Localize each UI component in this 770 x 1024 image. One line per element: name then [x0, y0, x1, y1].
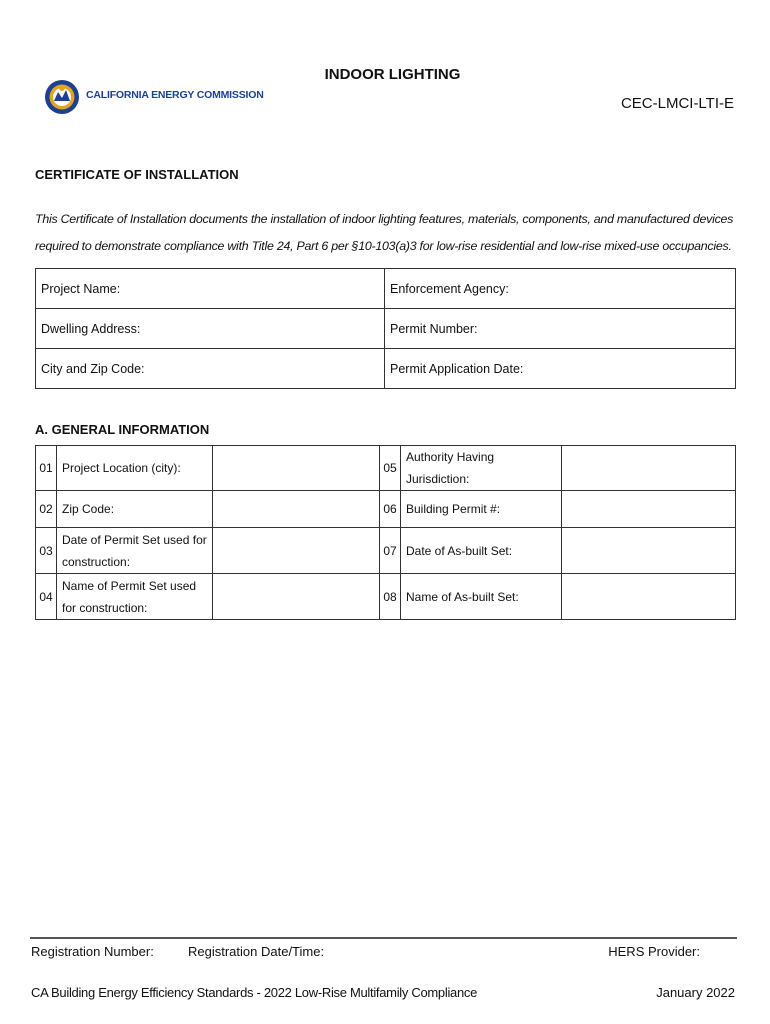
- row-label: Authority Having Jurisdiction:: [401, 446, 562, 491]
- table-row: [36, 574, 736, 620]
- form-title: INDOOR LIGHTING: [324, 66, 461, 83]
- row-number: 08: [380, 574, 401, 620]
- row-label: Project Location (city):: [57, 446, 213, 491]
- form-code: CEC-LMCI-LTI-E: [620, 95, 734, 112]
- row-number: 01: [36, 446, 57, 491]
- section-a-heading: A. GENERAL INFORMATION: [35, 422, 210, 437]
- row-label: Zip Code:: [57, 491, 213, 528]
- footer-date: January 2022: [656, 985, 735, 1000]
- table-row: [36, 491, 736, 528]
- row-number: 06: [380, 491, 401, 528]
- building-permit-input[interactable]: [562, 491, 736, 528]
- row-number: 04: [36, 574, 57, 620]
- row-label: Name of As-built Set:: [401, 574, 562, 620]
- row-label: Date of Permit Set used for construction:: [57, 528, 213, 574]
- table-row: [36, 349, 736, 389]
- enforcement-agency-field[interactable]: Enforcement Agency:: [385, 269, 736, 309]
- footer-divider: [30, 937, 737, 939]
- general-information-table: [35, 445, 736, 620]
- table-row: [36, 269, 736, 309]
- row-number: 03: [36, 528, 57, 574]
- project-location-input[interactable]: [213, 446, 380, 491]
- row-number: 05: [380, 446, 401, 491]
- authority-jurisdiction-input[interactable]: [562, 446, 736, 491]
- city-zip-field[interactable]: City and Zip Code:: [36, 349, 385, 389]
- table-row: [36, 446, 736, 491]
- certificate-heading: CERTIFICATE OF INSTALLATION: [35, 167, 239, 182]
- table-row: [36, 309, 736, 349]
- as-built-name-input[interactable]: [562, 574, 736, 620]
- dwelling-address-field[interactable]: Dwelling Address:: [36, 309, 385, 349]
- row-label: Building Permit #:: [401, 491, 562, 528]
- permit-set-name-input[interactable]: [213, 574, 380, 620]
- permit-application-date-field[interactable]: Permit Application Date:: [385, 349, 736, 389]
- registration-number-label: Registration Number:: [31, 944, 154, 959]
- hers-provider-label: HERS Provider:: [608, 944, 700, 959]
- zip-code-input[interactable]: [213, 491, 380, 528]
- permit-set-date-input[interactable]: [213, 528, 380, 574]
- row-label: Name of Permit Set used for construction:: [57, 574, 213, 620]
- permit-number-field[interactable]: Permit Number:: [385, 309, 736, 349]
- standards-footer: CA Building Energy Efficiency Standards - 2022 Low-Rise Multifamily Compliance: [31, 985, 478, 1000]
- row-label: Date of As-built Set:: [401, 528, 562, 574]
- certificate-intro: This Certificate of Installation documents the installation of indoor lighting features, materials, components, and manufactured devices required to demonstrate compliance with Title 24, Part 6 per §10-103(a)3 for low-rise residential and low-rise mixed-use occupancies.: [35, 212, 734, 253]
- logo-text: CALIFORNIA ENERGY COMMISSION: [86, 89, 264, 101]
- as-built-date-input[interactable]: [562, 528, 736, 574]
- project-info-table: [35, 268, 736, 389]
- registration-datetime-label: Registration Date/Time:: [188, 944, 325, 959]
- table-row: [36, 528, 736, 574]
- row-number: 07: [380, 528, 401, 574]
- project-name-field[interactable]: Project Name:: [36, 269, 385, 309]
- row-number: 02: [36, 491, 57, 528]
